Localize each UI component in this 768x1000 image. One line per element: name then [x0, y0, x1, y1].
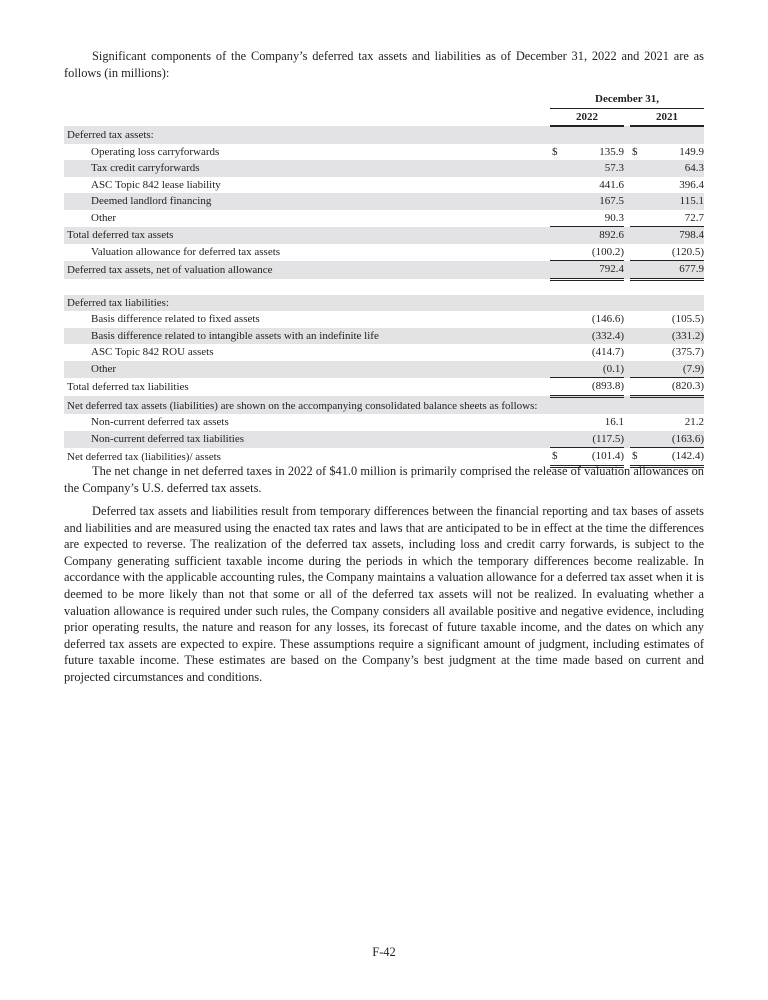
intro-paragraph [64, 48, 704, 81]
value-2021: (820.3) [646, 378, 704, 397]
value-2022: 892.6 [566, 227, 624, 244]
value-2021: 21.2 [684, 416, 704, 429]
table-row [64, 193, 704, 210]
assets-heading: Deferred tax assets: [64, 126, 704, 144]
value-2022: 16.1 [604, 416, 624, 429]
value-2021: 115.1 [646, 193, 704, 210]
intro-text: Significant components of the Company’s deferred tax assets and liabilities as of December 31, 2022 and 2021 are as follows (in millions): [64, 49, 704, 80]
value-2021: 677.9 [646, 261, 704, 280]
value-2021: 149.9 [679, 145, 704, 158]
value-2022: 57.3 [566, 160, 624, 177]
table-row [64, 311, 704, 328]
row-label: Basis difference related to intangible assets with an indefinite life [64, 328, 550, 345]
net-change-paragraph [64, 463, 704, 496]
assets-heading-row [64, 126, 704, 144]
row-label: Tax credit carryforwards [64, 160, 550, 177]
row-label: Non-current deferred tax assets [91, 416, 229, 429]
total-liabilities-row [64, 378, 704, 397]
table-row [64, 344, 704, 361]
value-2022: 135.9 [599, 145, 624, 158]
currency-symbol: $ [632, 145, 638, 158]
value-2022: (101.4) [566, 448, 624, 467]
liabilities-heading: Deferred tax liabilities: [64, 295, 704, 312]
header-group-row [64, 91, 704, 108]
row-label: Basis difference related to fixed assets [91, 313, 260, 326]
value-2021: 72.7 [646, 210, 704, 227]
balance-heading: Net deferred tax assets (liabilities) are shown on the accompanying consolidated balance sheets as follows: [64, 396, 704, 414]
row-label: Total deferred tax assets [64, 227, 550, 244]
table-row [64, 177, 704, 194]
value-2021: (105.5) [671, 313, 704, 326]
value-2021: (142.4) [646, 448, 704, 467]
policy-text: Deferred tax assets and liabilities result from temporary differences between the financial reporting and tax bases of assets and liabilities and are measured using the enacted tax rates and laws that are anticipated to be in effect at the time the differences are expected to reverse. The realization of the deferred tax assets, including loss and credit carry forwards, is subject to the Company generating sufficient taxable income during the periods in which the temporary differences become realizable. In accordance with the applicable accounting rules, the Company maintains a valuation allowance for a deferred tax asset when it is deemed to be more likely than not that some or all of the deferred tax assets will not be realized. In evaluating whether a valuation allowance is required under such rules, the Company considers all available positive and negative evidence, including prior operating results, the nature and reason for any losses, its forecast of future taxable income, and the dates on which any deferred tax assets are expected to expire. These assumptions require a significant amount of judgment, including estimates of future taxable income. These estimates are based on the Company’s best judgment at the time made based on current and projected circumstances and conditions. [64, 504, 704, 684]
row-label: Other [91, 212, 117, 224]
table-row [64, 431, 704, 448]
currency-symbol: $ [630, 448, 646, 467]
value-2022: 167.5 [566, 193, 624, 210]
row-label: Valuation allowance for deferred tax assets [91, 246, 281, 258]
row-label: ASC Topic 842 lease liability [91, 178, 221, 191]
valuation-row [64, 244, 704, 261]
balance-heading-row [64, 396, 704, 414]
value-2022: (117.5) [566, 431, 624, 448]
policy-paragraph [64, 503, 704, 686]
value-2022: (146.6) [591, 313, 624, 326]
value-2022: 792.4 [566, 261, 624, 280]
value-2021: 798.4 [646, 227, 704, 244]
value-2021: (375.7) [671, 346, 704, 359]
net-change-text: The net change in net deferred taxes in 2022 of $41.0 million is primarily comprised the release of valuation allowances on the Company’s U.S. deferred tax assets. [64, 464, 704, 495]
value-2021: 396.4 [679, 178, 704, 191]
table-row [64, 414, 704, 431]
value-2021: 64.3 [646, 160, 704, 177]
currency-symbol: $ [550, 448, 566, 467]
currency-symbol: $ [552, 145, 558, 158]
header-group: December 31, [550, 91, 704, 108]
value-2022: 441.6 [599, 178, 624, 191]
value-2021: (120.5) [646, 244, 704, 261]
value-2022: (332.4) [566, 328, 624, 345]
deferred-tax-table [64, 91, 704, 468]
row-label: Total deferred tax liabilities [67, 380, 189, 393]
row-label: Deemed landlord financing [64, 193, 550, 210]
row-label: Net deferred tax (liabilities)/ assets [67, 450, 221, 463]
row-label: ASC Topic 842 ROU assets [91, 346, 214, 359]
row-label: Operating loss carryforwards [91, 145, 220, 158]
year-2022-header: 2022 [550, 108, 624, 126]
value-2021: (331.2) [646, 328, 704, 345]
row-label: Deferred tax assets, net of valuation allowance [64, 261, 550, 280]
value-2021: (163.6) [646, 431, 704, 448]
row-label: Non-current deferred tax liabilities [64, 431, 550, 448]
value-2022: (0.1) [566, 361, 624, 378]
table-row [64, 144, 704, 161]
year-2021-header: 2021 [630, 108, 704, 126]
row-label: Other [64, 361, 550, 378]
header-years-row [64, 108, 704, 126]
value-2022: (414.7) [591, 346, 624, 359]
table-row [64, 361, 704, 378]
table-row [64, 210, 704, 227]
table-row [64, 160, 704, 177]
value-2022: (100.2) [566, 244, 624, 261]
table-row [64, 328, 704, 345]
total-assets-row [64, 227, 704, 244]
liabilities-heading-row [64, 295, 704, 312]
value-2022: 90.3 [566, 210, 624, 227]
value-2022: (893.8) [566, 378, 624, 397]
value-2021: (7.9) [646, 361, 704, 378]
page-number: F-42 [372, 945, 396, 959]
net-assets-row [64, 261, 704, 280]
